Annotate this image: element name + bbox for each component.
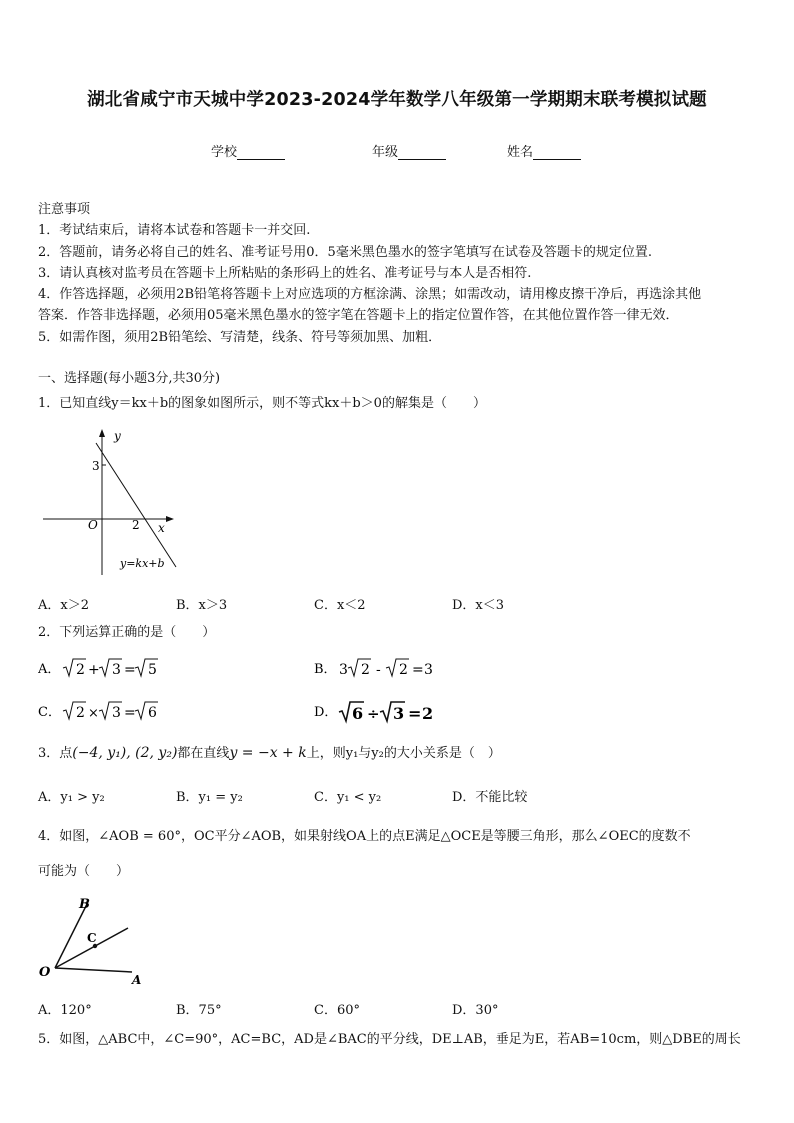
equals-sign: = — [412, 662, 424, 678]
name-field — [507, 141, 581, 160]
coefficient: 3 — [339, 662, 348, 678]
grade-blank[interactable] — [398, 145, 446, 160]
equals-sign: = — [124, 662, 136, 678]
q1-option-d[interactable]: D．x＜3 — [452, 598, 505, 613]
option-letter: A． — [38, 662, 61, 677]
x-axis-arrow — [166, 516, 174, 522]
school-field — [211, 141, 285, 160]
label-a: A — [132, 973, 142, 987]
notice-item: 4．作答选择题，必须用2B铅笔将答题卡上对应选项的方框涂满、涂黑；如需改动，请用橡皮擦干净后，再选涂其他 — [38, 287, 702, 302]
q1-option-b[interactable]: B．x＞3 — [176, 598, 228, 613]
q1-option-a[interactable]: A．x＞2 — [38, 598, 89, 613]
q3-stem-mid: 都在直线 — [177, 746, 230, 761]
notice-item: 答案．作答非选择题，必须用05毫米黑色墨水的签字笔在答题卡上的指定位置作答，在其他位置作答一律无效． — [38, 308, 679, 323]
radicand: 6 — [148, 705, 157, 721]
grade-field — [372, 141, 446, 160]
q3-option-a[interactable]: A．y₁ > y₂ — [38, 790, 105, 805]
q3-stem-post: 上，则y₁与y₂的大小关系是（ ） — [306, 746, 501, 761]
q4-option-d[interactable]: D．30° — [452, 1003, 499, 1018]
q4-option-c[interactable]: C．60° — [314, 1003, 360, 1018]
radicand: 3 — [112, 705, 121, 721]
line-label: y=kx+b — [120, 557, 165, 570]
q2-option-b[interactable] — [314, 655, 454, 681]
option-letter: D． — [314, 705, 338, 720]
result: 2 — [422, 704, 434, 723]
q2-option-d[interactable] — [314, 698, 454, 726]
notice-item: 5．如需作图，须用2B铅笔绘、写清楚，线条、符号等须加黑、加粗． — [38, 330, 442, 345]
notice-heading: 注意事项 — [38, 202, 91, 217]
label-o: O — [39, 965, 51, 980]
notice-item: 1．考试结束后，请将本试卷和答题卡一并交回. — [38, 223, 311, 238]
origin-label: O — [88, 518, 98, 532]
question-1-graph — [38, 425, 188, 575]
school-blank[interactable] — [237, 145, 285, 160]
question-5-stem: 5．如图，△ABC中，∠C=90°，AC=BC，AD是∠BAC的平分线，DE⊥AB，垂足为E，若AB=10cm，则△DBE的周长 — [38, 1032, 741, 1047]
result: 3 — [424, 662, 433, 678]
label-b: B — [79, 897, 90, 912]
q2-option-c[interactable] — [38, 698, 168, 724]
question-3-stem — [38, 743, 501, 764]
times-sign: × — [88, 706, 99, 721]
label-c: C — [87, 931, 97, 945]
q2-option-a[interactable] — [38, 655, 168, 681]
radicand: 2 — [361, 662, 370, 678]
equals-sign: = — [124, 705, 136, 721]
x-axis-label: x — [158, 521, 165, 535]
x-intercept-label: 2 — [132, 518, 140, 532]
q1-option-c[interactable]: C．x＜2 — [314, 598, 366, 613]
line-kx-plus-b — [96, 443, 176, 567]
radicand: 3 — [393, 704, 405, 723]
radicand: 3 — [112, 662, 121, 678]
exam-title: 湖北省咸宁市天城中学2023-2024学年数学八年级第一学期期末联考模拟试题 — [87, 90, 707, 110]
school-label: 学校 — [211, 145, 238, 160]
option-letter: C． — [38, 705, 61, 720]
q3-option-c[interactable]: C．y₁ < y₂ — [314, 790, 382, 805]
radicand: 2 — [399, 662, 408, 678]
option-letter: B． — [314, 662, 337, 677]
ray-oa — [55, 968, 132, 972]
notice-item: 3．请认真核对监考员在答题卡上所粘贴的条形码上的姓名、准考证号与本人是否相符. — [38, 266, 532, 281]
q4-option-b[interactable]: B．75° — [176, 1003, 222, 1018]
notice-item: 2．答题前，请务必将自己的姓名、准考证号用0．5毫米黑色墨水的签字笔填写在试卷及答题卡的规定位置. — [38, 245, 652, 260]
radicand: 6 — [352, 704, 364, 723]
radicand: 2 — [76, 705, 85, 721]
q4-option-a[interactable]: A．120° — [38, 1003, 92, 1018]
name-label: 姓名 — [507, 145, 534, 160]
question-2-stem: 2．下列运算正确的是（ ） — [38, 625, 216, 640]
divide-sign: ÷ — [367, 705, 380, 723]
minus-sign: - — [376, 662, 381, 678]
question-1-stem: 1．已知直线y＝kx＋b的图象如图所示，则不等式kx＋b＞0的解集是（ ） — [38, 396, 486, 411]
equals-sign: = — [408, 704, 422, 723]
grade-label: 年级 — [372, 145, 399, 160]
q3-stem-pre: 3．点 — [38, 746, 73, 761]
radicand: 5 — [148, 662, 157, 678]
name-blank[interactable] — [533, 145, 581, 160]
question-4-figure — [36, 892, 148, 988]
section-heading: 一、选择题(每小题3分,共30分) — [38, 371, 221, 386]
plus-sign: + — [88, 662, 100, 678]
q3-line: y = −x + k — [229, 745, 307, 761]
y-axis-arrow — [99, 429, 105, 437]
q3-points: (−4, y₁), (2, y₂) — [72, 745, 178, 761]
y-intercept-label: 3 — [92, 459, 100, 473]
q3-option-d[interactable]: D．不能比较 — [452, 790, 528, 805]
question-4-stem-line1: 4．如图，∠AOB = 60°，OC平分∠AOB，如果射线OA上的点E满足△OCE是等腰三角形，那么∠OEC的度数不 — [38, 829, 691, 844]
radicand: 2 — [76, 662, 85, 678]
question-4-stem-line2: 可能为（ ） — [38, 864, 130, 879]
y-axis-label: y — [114, 429, 121, 443]
q3-option-b[interactable]: B．y₁ = y₂ — [176, 790, 243, 805]
